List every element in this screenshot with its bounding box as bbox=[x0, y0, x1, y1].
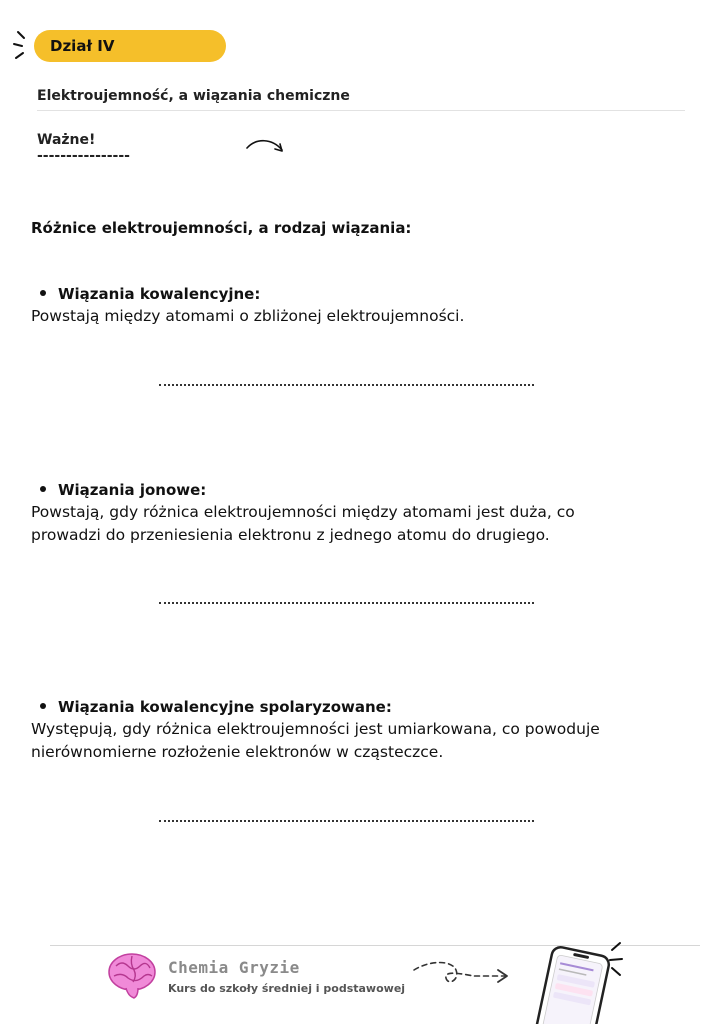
description-line: prowadzi do przeniesienia elektronu z jednego atomu do drugiego. bbox=[31, 526, 550, 544]
curly-arrow-icon bbox=[244, 136, 288, 158]
brain-logo-icon bbox=[106, 950, 158, 1000]
bond-title-text: Wiązania jonowe: bbox=[58, 481, 207, 499]
sparkle-rays-icon bbox=[604, 940, 626, 978]
section-heading: Różnice elektroujemności, a rodzaj wiązania: bbox=[31, 219, 412, 237]
bullet-dot bbox=[40, 486, 46, 492]
header-divider bbox=[37, 110, 685, 111]
description-line: Powstają, gdy różnica elektroujemności między atomami jest duża, co bbox=[31, 503, 575, 521]
description-line: nierównomierne rozłożenie elektronów w cząsteczce. bbox=[31, 743, 444, 761]
important-label: Ważne! bbox=[37, 132, 96, 148]
description-line: Powstają między atomami o zbliżonej elektroujemności. bbox=[31, 307, 465, 325]
page-subtitle: Elektroujemność, a wiązania chemiczne bbox=[37, 88, 350, 104]
bond-description-ionic bbox=[31, 501, 671, 547]
bond-title-covalent bbox=[40, 285, 260, 303]
brand-name: Chemia Gryzie bbox=[168, 958, 300, 977]
bond-description-covalent bbox=[31, 305, 671, 328]
important-dashes: ---------------- bbox=[37, 148, 130, 164]
bullet-dot bbox=[40, 703, 46, 709]
answer-dotted-line bbox=[159, 602, 534, 604]
bond-title-text: Wiązania kowalencyjne: bbox=[58, 285, 261, 303]
bond-description-polar-covalent bbox=[31, 718, 671, 764]
bond-title-polar-covalent bbox=[40, 698, 392, 716]
answer-dotted-line bbox=[159, 384, 534, 386]
loop-arrow-icon bbox=[412, 956, 512, 990]
bond-title-text: Wiązania kowalencyjne spolaryzowane: bbox=[58, 698, 392, 716]
description-line: Występują, gdy różnica elektroujemności jest umiarkowana, co powoduje bbox=[31, 720, 600, 738]
answer-dotted-line bbox=[159, 820, 534, 822]
bullet-dot bbox=[40, 290, 46, 296]
brand-tagline: Kurs do szkoły średniej i podstawowej bbox=[168, 982, 406, 995]
bond-title-ionic bbox=[40, 481, 206, 499]
section-label-badge: Dział IV bbox=[34, 30, 226, 62]
